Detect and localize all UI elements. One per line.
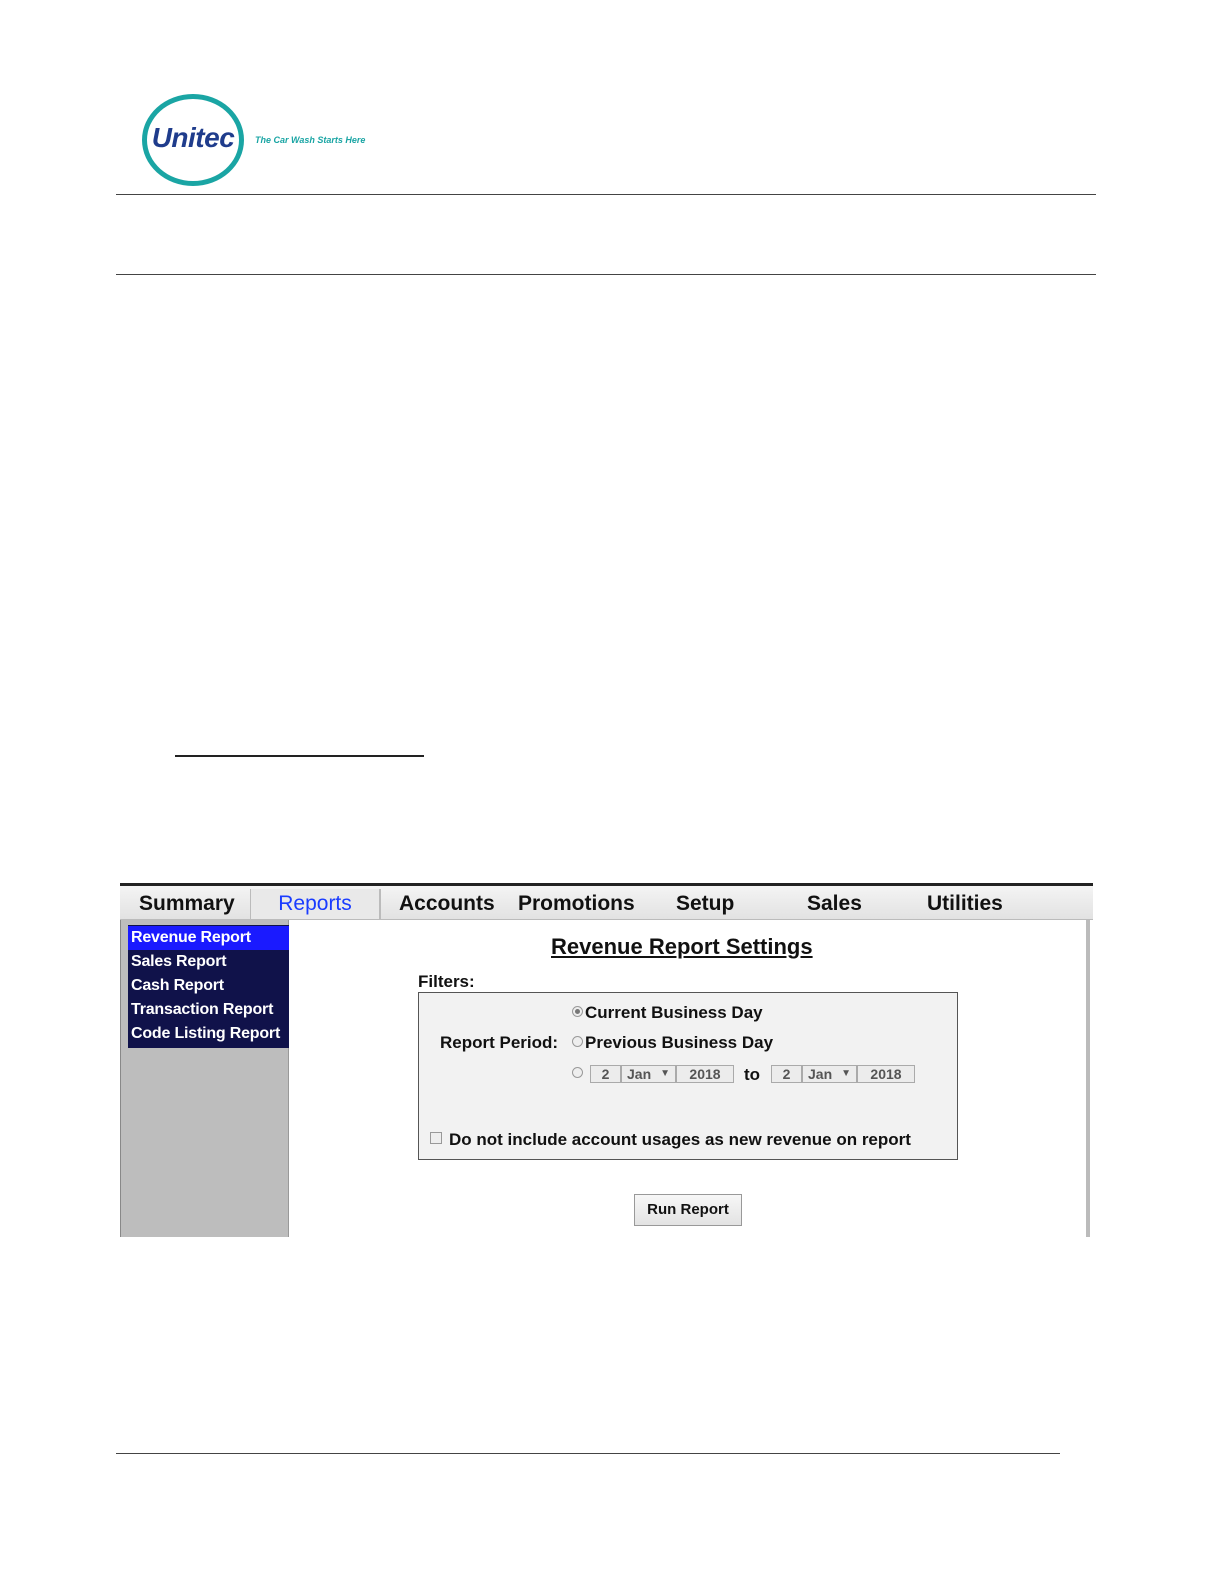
from-month-select[interactable]: [621, 1065, 676, 1083]
radio-current-business-day[interactable]: [572, 1006, 583, 1017]
report-period-label: Report Period:: [440, 1033, 559, 1052]
filters-panel: [418, 992, 958, 1160]
main-tab-bar: [120, 886, 1093, 920]
sidebar-item-transaction-report[interactable]: Transaction Report: [131, 1001, 274, 1018]
header-rule-bottom: [116, 274, 1096, 275]
sidebar-item-revenue-report[interactable]: Revenue Report: [128, 926, 289, 950]
run-report-button[interactable]: Run Report: [634, 1194, 742, 1226]
tab-accounts[interactable]: Accounts: [399, 892, 495, 915]
option-previous-business-day-label: Previous Business Day: [585, 1033, 774, 1052]
radio-previous-business-day[interactable]: [572, 1036, 583, 1047]
report-menu: [128, 925, 289, 1048]
sidebar-item-sales-report[interactable]: Sales Report: [131, 953, 227, 970]
reports-sidebar: [120, 920, 289, 1237]
chevron-down-icon: ▼: [841, 1068, 851, 1079]
content-right-border: [1086, 920, 1090, 1237]
option-current-business-day-label: Current Business Day: [585, 1003, 763, 1022]
page-title: Revenue Report Settings: [551, 934, 813, 959]
date-range-to-label: to: [744, 1065, 761, 1084]
chevron-down-icon: ▼: [660, 1068, 670, 1079]
logo-wordmark: Unitec: [151, 122, 235, 153]
from-day-select[interactable]: 2: [590, 1065, 621, 1083]
to-month-select[interactable]: [802, 1065, 857, 1083]
tab-sales[interactable]: Sales: [807, 892, 862, 915]
section-underline: [175, 755, 424, 757]
tab-summary[interactable]: Summary: [139, 892, 235, 915]
sidebar-item-cash-report[interactable]: Cash Report: [131, 977, 224, 994]
tab-utilities[interactable]: Utilities: [927, 892, 1003, 915]
tab-promotions[interactable]: Promotions: [518, 892, 635, 915]
filters-label: Filters:: [418, 972, 475, 991]
from-month-value: Jan: [627, 1066, 652, 1082]
sidebar-item-code-listing-report[interactable]: Code Listing Report: [131, 1025, 281, 1042]
footer-rule: [116, 1453, 1060, 1454]
exclude-account-usages-label: Do not include account usages as new revenue on report: [449, 1130, 911, 1149]
exclude-account-usages-checkbox[interactable]: [430, 1132, 442, 1144]
radio-date-range[interactable]: [572, 1067, 583, 1078]
from-year-select[interactable]: 2018: [676, 1065, 734, 1083]
to-year-select[interactable]: 2018: [857, 1065, 915, 1083]
tab-setup[interactable]: Setup: [676, 892, 735, 915]
tab-reports[interactable]: Reports: [250, 889, 381, 919]
header-rule-top: [116, 194, 1096, 195]
report-app-screenshot: [120, 883, 1093, 1237]
unitec-logo: [142, 94, 372, 188]
logo-tagline: The Car Wash Starts Here: [255, 135, 366, 145]
to-day-select[interactable]: 2: [771, 1065, 802, 1083]
to-month-value: Jan: [808, 1066, 833, 1082]
